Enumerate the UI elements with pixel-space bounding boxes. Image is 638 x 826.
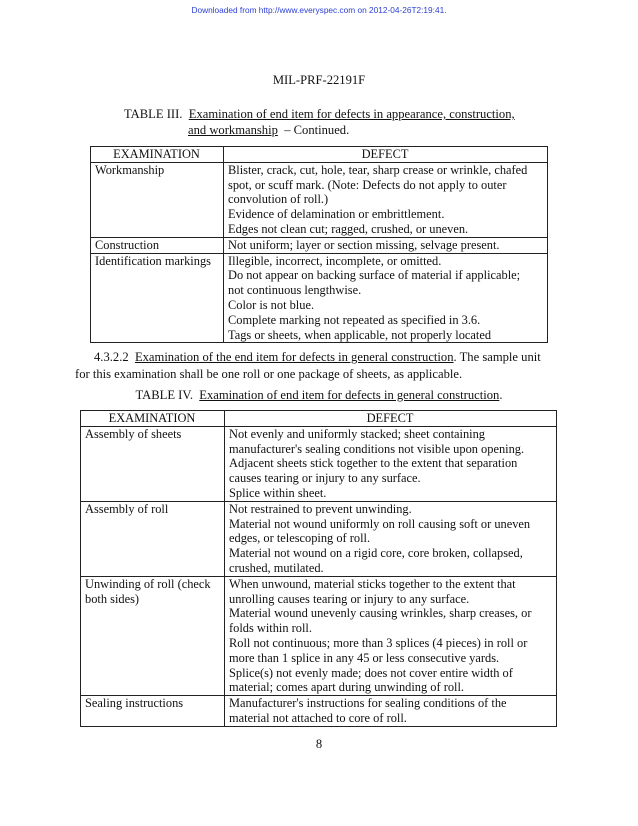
table-iv-caption-title: Examination of end item for defects in general construction <box>199 388 500 402</box>
defect-text: Evidence of delamination or embrittlement. <box>228 207 445 222</box>
paragraph-number: 4.3.2.2 <box>94 350 129 364</box>
defect-text: Complete marking not repeated as specified in 3.6. <box>228 312 481 327</box>
defect-text: Not uniform; layer or section missing, selvage present. <box>228 237 500 252</box>
table-iii-header-defect: DEFECT <box>224 147 548 163</box>
table-iii-caption <box>124 106 515 138</box>
table-row <box>91 237 548 253</box>
defect-text: Material not wound on a rigid core, core broken, collapsed, <box>229 546 523 561</box>
examination-text: both sides) <box>85 591 140 606</box>
table-iv-body <box>81 426 557 726</box>
examination-cell <box>91 162 224 237</box>
defect-text: causes tearing or injury to any surface. <box>229 471 421 486</box>
defect-text: Manufacturer's instructions for sealing conditions of the <box>229 696 507 711</box>
page-number: 8 <box>315 737 323 751</box>
table-iii-body <box>91 162 548 343</box>
defect-text: more than 1 splice in any 45 or less consecutive yards. <box>229 650 500 665</box>
table-row <box>81 426 557 501</box>
defect-text: Color is not blue. <box>228 297 315 312</box>
paragraph-4-3-2-2 <box>75 349 541 382</box>
defect-text: Adjacent sheets stick together to the extent that separation <box>229 456 518 471</box>
table-row <box>81 576 557 695</box>
defect-text: folds within roll. <box>229 621 312 636</box>
defect-text: unrolling causes tearing or injury to any surface. <box>229 591 470 606</box>
defect-cell <box>224 162 548 237</box>
defect-text: not continuous lengthwise. <box>228 283 362 298</box>
table-row <box>91 162 548 237</box>
examination-cell <box>81 696 225 727</box>
table-iii-caption-line2 <box>124 122 515 138</box>
table-iii-caption-title-part1: Examination of end item for defects in appearance, construction, <box>188 107 515 121</box>
defect-text: Illegible, incorrect, incomplete, or omitted. <box>228 253 442 268</box>
table-iv-header-examination: EXAMINATION <box>81 411 225 427</box>
table-iv-header-defect: DEFECT <box>225 411 557 427</box>
table-iii-caption-suffix: – Continued. <box>284 123 350 137</box>
examination-cell <box>81 501 225 576</box>
defect-text: Do not appear on backing surface of material if applicable; <box>228 268 521 283</box>
table-iii-header-examination: EXAMINATION <box>91 147 224 163</box>
table-iii <box>90 146 548 343</box>
examination-text: Construction <box>95 237 160 252</box>
examination-text: Workmanship <box>95 162 165 177</box>
table-iv-caption-prefix: TABLE IV. <box>135 388 193 402</box>
examination-cell <box>81 426 225 501</box>
examination-text: Sealing instructions <box>85 696 184 711</box>
table-row <box>81 696 557 727</box>
examination-text: Unwinding of roll (check <box>85 576 211 591</box>
table-iv <box>80 410 557 727</box>
examination-cell <box>91 237 224 253</box>
table-iv-header-row <box>81 411 557 427</box>
defect-text: edges, or telescoping of roll. <box>229 531 371 546</box>
table-iii-caption-title-part2: and workmanship <box>188 123 278 137</box>
table-iv-caption-suffix: . <box>499 388 503 402</box>
paragraph-line1 <box>75 349 541 366</box>
defect-cell <box>225 501 557 576</box>
defect-cell <box>224 253 548 343</box>
download-notice[interactable]: Downloaded from http://www.everyspec.com on 2012-04-26T2:19:41. <box>191 5 447 15</box>
examination-text: Assembly of sheets <box>85 426 182 441</box>
defect-text: Material wound unevenly causing wrinkles, sharp creases, or <box>229 606 532 621</box>
defect-cell <box>225 576 557 695</box>
defect-cell <box>224 237 548 253</box>
defect-text: spot, or scuff mark. (Note: Defects do not apply to outer <box>228 177 507 192</box>
examination-cell <box>91 253 224 343</box>
examination-cell <box>81 576 225 695</box>
table-iv-caption <box>0 388 638 403</box>
defect-text: When unwound, material sticks together to the extent that <box>229 576 516 591</box>
table-row <box>81 501 557 576</box>
defect-text: material; comes apart during unwinding of roll. <box>229 680 465 695</box>
defect-text: crushed, mutilated. <box>229 560 324 575</box>
defect-text: manufacturer's sealing conditions not visible upon opening. <box>229 441 525 456</box>
defect-text: Edges not clean cut; ragged, crushed, or uneven. <box>228 221 469 236</box>
table-iii-caption-line1 <box>124 106 515 122</box>
examination-text: Assembly of roll <box>85 501 169 516</box>
defect-text: convolution of roll.) <box>228 192 329 207</box>
defect-cell <box>225 696 557 727</box>
paragraph-line1-text: . The sample unit <box>453 350 541 364</box>
defect-text: Blister, crack, cut, hole, tear, sharp crease or wrinkle, chafed <box>228 162 528 177</box>
defect-text: Splice(s) not evenly made; does not cover entire width of <box>229 665 513 680</box>
table-iii-caption-prefix: TABLE III. <box>124 107 183 121</box>
defect-text: Not restrained to prevent unwinding. <box>229 501 412 516</box>
defect-text: Roll not continuous; more than 3 splices (4 pieces) in roll or <box>229 635 528 650</box>
defect-text: material not attached to core of roll. <box>229 710 407 725</box>
table-row <box>91 253 548 343</box>
examination-text: Identification markings <box>95 253 211 268</box>
paragraph-line2: for this examination shall be one roll or one package of sheets, as applicable. <box>75 366 463 381</box>
defect-cell <box>225 426 557 501</box>
table-iii-header-row <box>91 147 548 163</box>
defect-text: Tags or sheets, when applicable, not properly located <box>228 327 492 342</box>
defect-text: Splice within sheet. <box>229 485 327 500</box>
defect-text: Not evenly and uniformly stacked; sheet containing <box>229 426 486 441</box>
document-number: MIL-PRF-22191F <box>272 73 366 87</box>
defect-text: Material not wound uniformly on roll causing soft or uneven <box>229 516 531 531</box>
paragraph-title: Examination of the end item for defects in general construction <box>134 350 454 364</box>
